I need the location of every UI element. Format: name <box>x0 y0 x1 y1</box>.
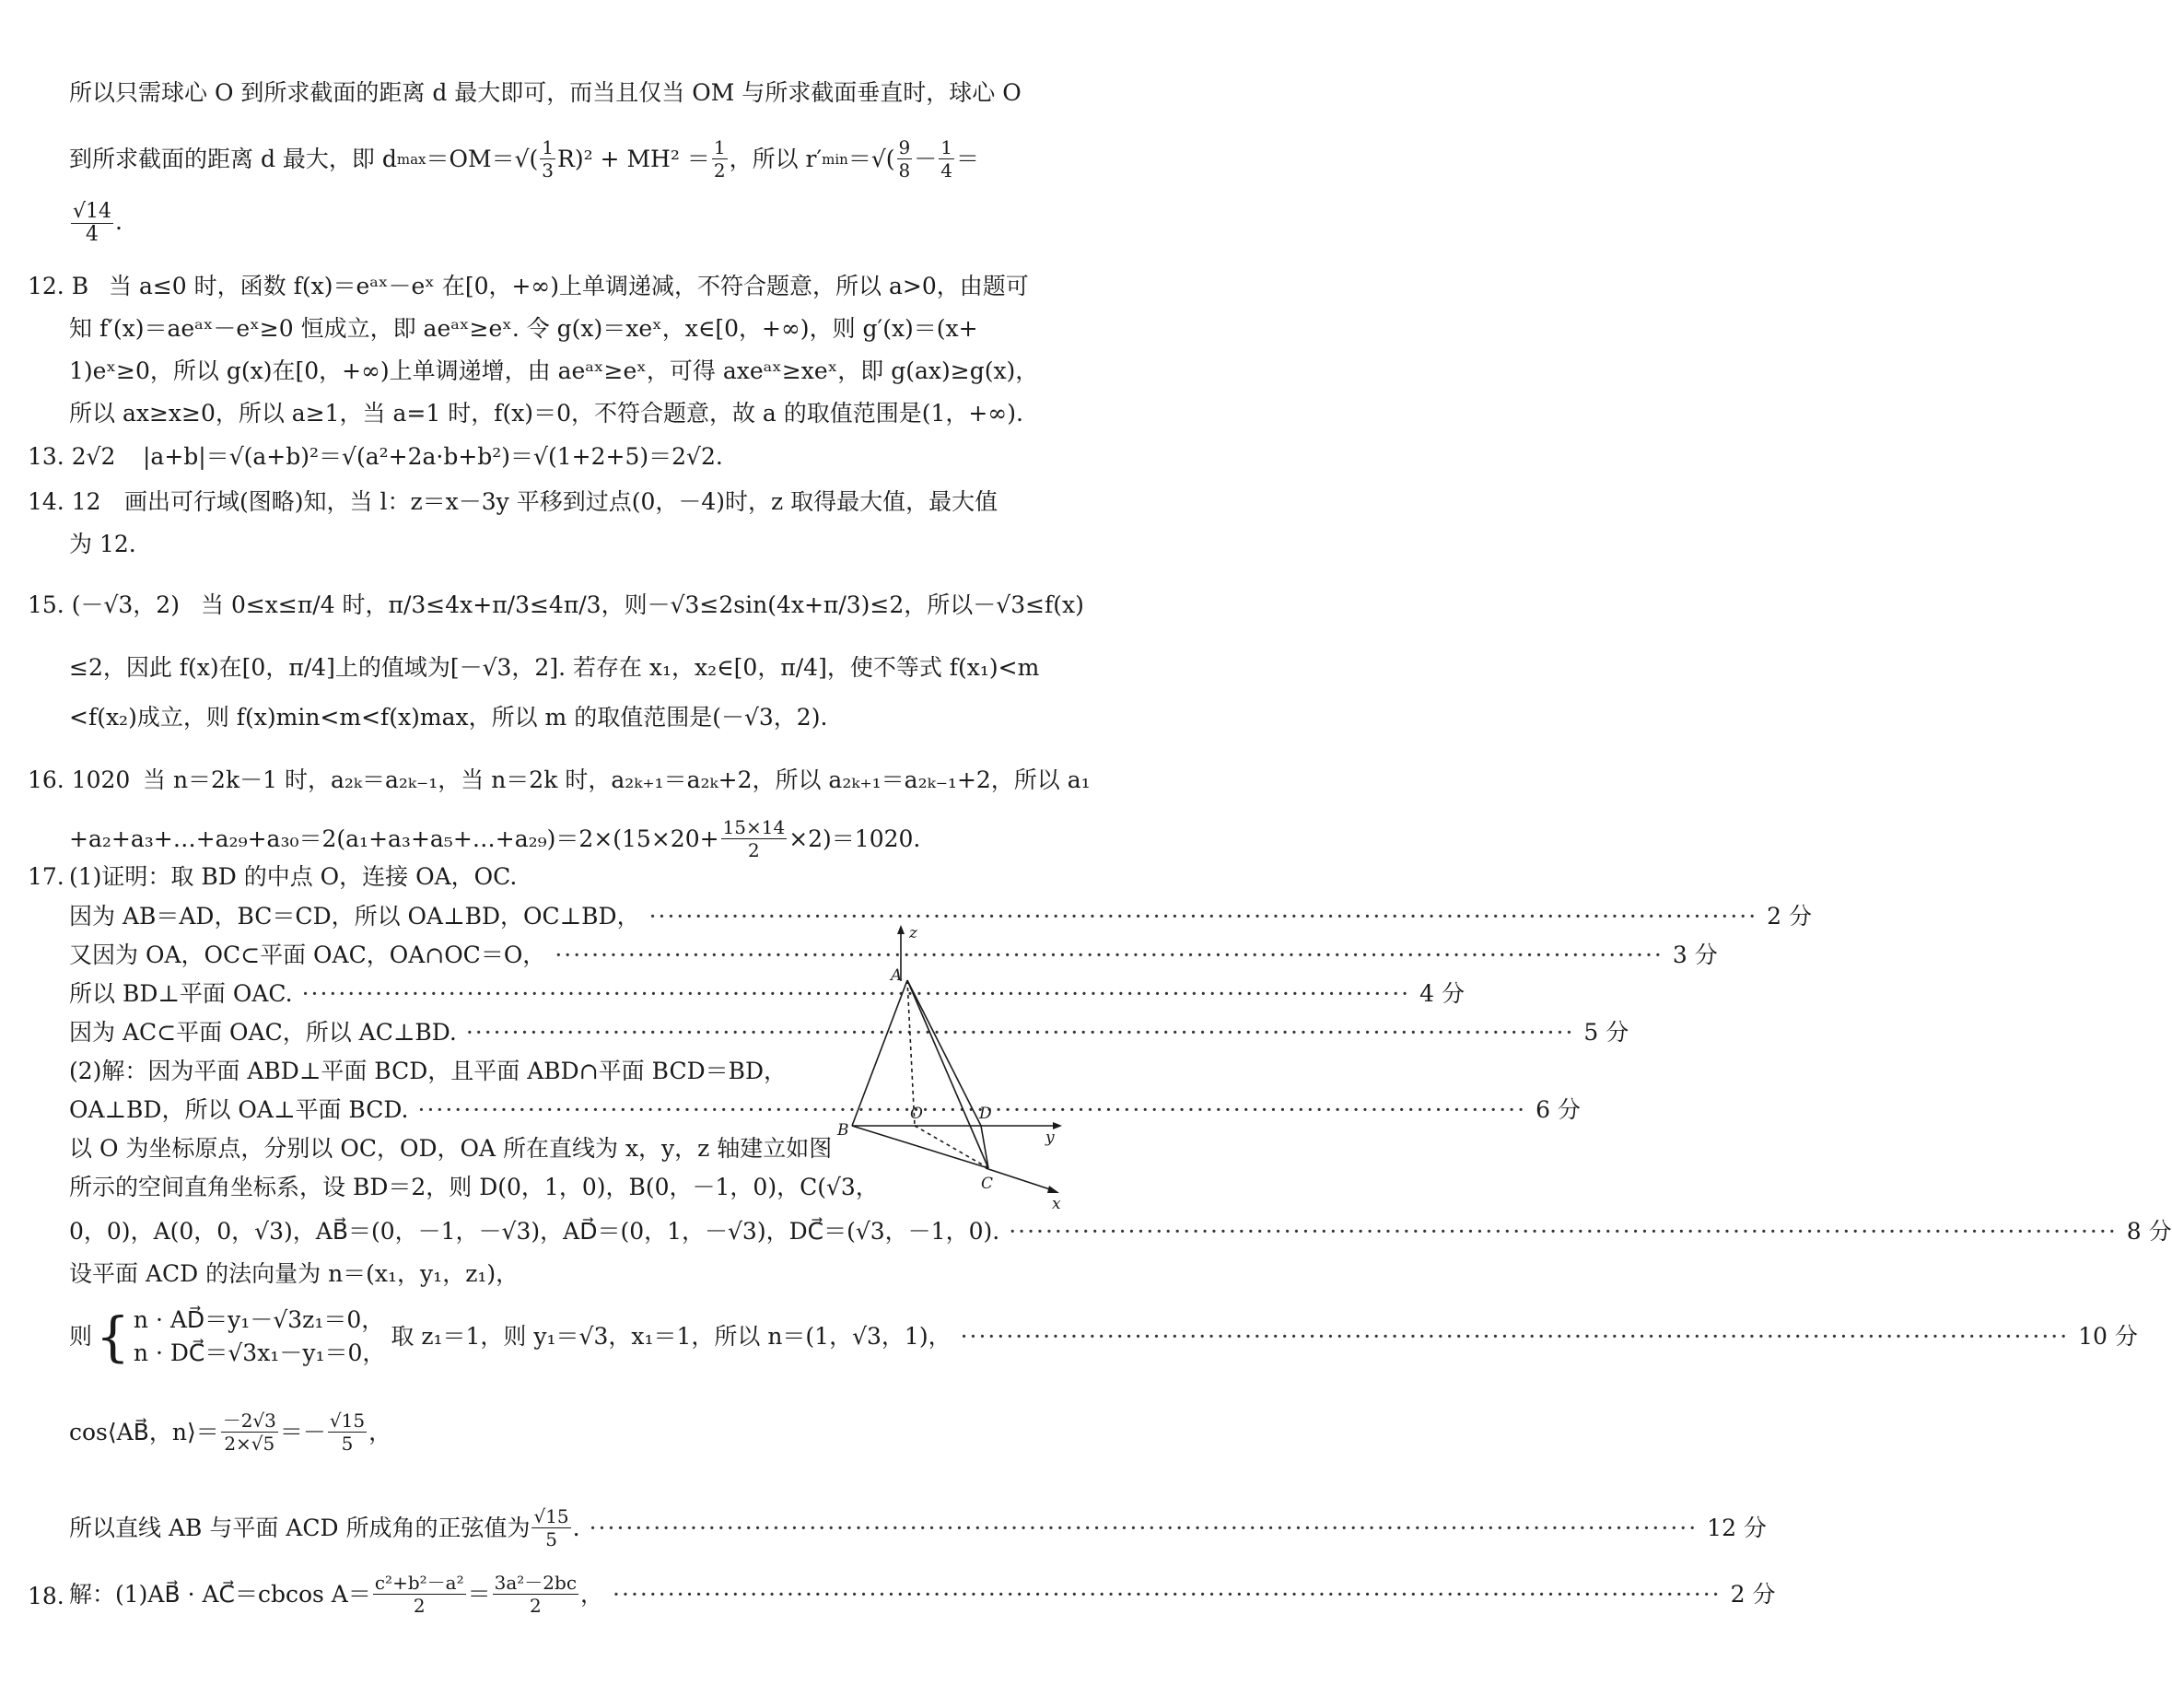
label-b: B <box>837 1121 849 1140</box>
q15-line2: ≤2，因此 f(x)在[0，π/4]上的值域为[－√3，2]. 若存在 x₁，x₂∈[0，π/4]，使不等式 f(x₁)<m <box>69 654 1040 681</box>
frac-q18-1: $\frac{\text{c²+b²－a²}}{2}$ <box>374 1572 464 1617</box>
equation-2: n · DC⃗＝√3x₁－y₁＝0， <box>133 1339 386 1366</box>
leader-dots <box>590 1513 1699 1544</box>
score: 8 分 <box>2126 1218 2172 1245</box>
q17-cos: cos⟨AB⃗，n⟩＝ $\frac{-2√3}{2\times√5}$ ＝－ $\frac{√15}{5}$ ， <box>69 1410 392 1455</box>
q14-line2: 为 12. <box>69 531 136 557</box>
frac-15x14-2: $\frac{15\times 14}{2}$ <box>722 816 786 861</box>
score: 4 分 <box>1419 980 1465 1007</box>
q12-line3: 1)eˣ≥0，所以 g(x)在[0，+∞)上单调递增，由 aeᵃˣ≥eˣ，可得 axeᵃˣ≥xeˣ，即 g(ax)≥g(x)， <box>69 357 1039 384</box>
label-o: O <box>910 1105 923 1123</box>
q17-l3: 又因为 OA，OC⊂平面 OAC，OA∩OC＝O， ····· 3 分 <box>69 940 812 971</box>
leader-dots <box>649 901 1758 932</box>
q15-line3: <f(x₂)成立，则 f(x)min<m<f(x)max，所以 m 的取值范围是(－√3，2). <box>69 704 828 731</box>
sol11-line1: 所以只需球心 O 到所求截面的距离 d 最大即可，而当且仅当 OM 与所求截面垂直时，球心 O <box>69 79 1022 106</box>
frac-sqrt14-4: $\frac{√14}{4}$ <box>73 200 112 246</box>
sol11-text-a: 到所求截面的距离 d 最大，即 d <box>69 145 397 172</box>
label-z: z <box>909 924 917 942</box>
sub-min: min <box>822 150 848 168</box>
q16-number: 16. 1020 <box>28 766 131 793</box>
edge-ac <box>907 980 988 1168</box>
frac-cos-1: $\frac{-2√3}{2\times√5}$ <box>222 1410 276 1455</box>
leader-dots <box>555 940 1664 971</box>
q18-line1: 解：(1)AB⃗ · AC⃗＝cbcos A＝ $\frac{\text{c²+b²－a²}}{2}$ ＝ $\frac{\text{3a²－2bc}}{2}$ ， ····· 2 分 <box>69 1572 1068 1617</box>
q15-line1: 当 0≤x≤π/4 时，π/3≤4x+π/3≤4π/3，则－√3≤2sin(4x+π/3)≤2，所以－√3≤f(x) <box>201 591 1084 618</box>
q17-l8: 以 O 为坐标原点，分别以 OC，OD，OA 所在直线为 x，y，z 轴建立如图 <box>69 1135 833 1162</box>
q17-l2: 因为 AB＝AD，BC＝CD，所以 OA⊥BD，OC⊥BD， ····· 2 分 <box>69 901 1068 932</box>
edge-oc <box>915 1126 988 1168</box>
frac-1-4: $\frac{1}{4}$ <box>940 136 952 181</box>
q13-number: 13. 2√2 <box>28 443 116 470</box>
frac-sqrt15-5: $\frac{√15}{5}$ <box>533 1505 569 1550</box>
q12-line2: 知 f′(x)＝aeᵃˣ－eˣ≥0 恒成立，即 aeᵃˣ≥eˣ. 令 g(x)＝xeˣ，x∈[0，+∞)，则 g′(x)＝(x+ <box>69 315 978 342</box>
q15-number: 15. (－√3，2) <box>28 591 180 618</box>
q17-l10: 0，0)，A(0，0，√3)，AB⃗＝(0，－1，－√3)，AD⃗＝(0，1，－√3)，DC⃗＝(√3，－1，0). ····· 8 分 <box>69 1216 1068 1247</box>
q14-number: 14. 12 <box>28 488 101 515</box>
q17-l14: 所以直线 AB 与平面 ACD 所成角的正弦值为 $\frac{√15}{5}$ . ····· 12 分 <box>69 1505 1068 1550</box>
q17-l1: (1)证明：取 BD 的中点 O，连接 OA，OC. <box>69 863 518 890</box>
sol11-text-d: ，所以 r′ <box>729 145 823 172</box>
q17-system: 则 { n · AD⃗＝y₁－√3z₁＝0， n · DC⃗＝√3x₁－y₁＝0， 取 z₁＝1，则 y₁＝√3，x₁＝1，所以 n＝(1，√3，1)， ····· 10 分 <box>69 1301 1068 1373</box>
sub-max: max <box>396 150 426 168</box>
q17-l6: (2)解：因为平面 ABD⊥平面 BCD，且平面 ABD∩平面 BCD＝BD， <box>69 1058 788 1084</box>
frac-1-2: $\frac{1}{2}$ <box>713 136 726 181</box>
label-d: D <box>979 1105 992 1123</box>
edge-dc <box>981 1126 988 1168</box>
label-a: A <box>891 966 903 985</box>
frac-cos-2: $\frac{√15}{5}$ <box>329 1410 366 1455</box>
q14-line1: 画出可行域(图略)知，当 l：z＝x－3y 平移到过点(0，－4)时，z 取得最大值，最大值 <box>124 488 998 515</box>
q16-line2: +a₂+a₃+…+a₂₉+a₃₀＝2(a₁+a₃+a₅+…+a₂₉)＝2×(15×20+ $\frac{15\times 14}{2}$ ×2)＝1020. <box>69 816 921 861</box>
sol11-text-c: R)² + MH² ＝ <box>557 145 710 172</box>
equation-system <box>134 1304 385 1370</box>
label-y: y <box>1045 1129 1055 1147</box>
q17-l9: 所示的空间直角坐标系，设 BD＝2，则 D(0，1，0)，B(0，－1，0)，C(√3， <box>69 1174 879 1200</box>
frac-q18-2: $\frac{\text{3a²－2bc}}{2}$ <box>494 1572 578 1617</box>
label-c: C <box>981 1175 994 1193</box>
sol11-text-e: ＝√( <box>847 145 895 172</box>
tetrahedron-figure <box>824 921 1073 1213</box>
x-axis <box>986 1168 1053 1190</box>
frac-9-8: $\frac{9}{8}$ <box>898 136 911 181</box>
q12-line1: 当 a≤0 时，函数 f(x)＝eᵃˣ－eˣ 在[0，+∞)上单调递减，不符合题意，所以 a>0，由题可 <box>109 273 1029 299</box>
sol11-text-g: ＝ <box>956 145 980 172</box>
edge-bc <box>852 1126 988 1168</box>
score: 2 分 <box>1730 1580 1776 1608</box>
q17-l11: 设平面 ACD 的法向量为 n＝(x₁，y₁，z₁)， <box>69 1260 520 1287</box>
score: 2 分 <box>1767 903 1813 930</box>
label-x: x <box>1052 1195 1061 1213</box>
q18-number: 18. <box>28 1583 64 1609</box>
score: 12 分 <box>1707 1514 1767 1541</box>
leader-dots <box>1009 1216 2118 1247</box>
q16-line1: 当 n＝2k－1 时，a₂ₖ＝a₂ₖ₋₁，当 n＝2k 时，a₂ₖ₊₁＝a₂ₖ+2，所以 a₂ₖ₊₁＝a₂ₖ₋₁+2，所以 a₁ <box>143 766 1091 793</box>
q17-l4: 所以 BD⊥平面 OAC. ····· 4 分 <box>69 978 812 1010</box>
leader-dots <box>961 1321 2070 1352</box>
frac-1-3: $\frac{1}{3}$ <box>542 136 555 181</box>
q17-l7: OA⊥BD，所以 OA⊥平面 BCD. ····· 6 分 <box>69 1094 812 1126</box>
q17-l5: 因为 AC⊂平面 OAC，所以 AC⊥BD. ····· 5 分 <box>69 1017 812 1048</box>
sol11-text-f: － <box>914 145 938 172</box>
q13-text: |a+b|＝√(a+b)²＝√(a²+2a·b+b²)＝√(1+2+5)＝2√2. <box>143 443 723 470</box>
q17-number: 17. <box>28 863 64 890</box>
leader-dots <box>613 1579 1722 1610</box>
score: 3 分 <box>1672 942 1718 968</box>
equation-1: n · AD⃗＝y₁－√3z₁＝0， <box>133 1306 385 1333</box>
brace: { <box>96 1305 130 1368</box>
score: 10 分 <box>2078 1323 2138 1350</box>
q12-line4: 所以 ax≥x≥0，所以 a≥1，当 a=1 时，f(x)＝0，不符合题意，故 a 的取值范围是(1，+∞). <box>69 400 1023 427</box>
score: 6 分 <box>1536 1096 1581 1123</box>
sol11-line3: $\frac{√14}{4}$ . <box>73 200 123 246</box>
edge-ab <box>852 980 907 1126</box>
sol11-text-b: ＝OM＝√( <box>426 145 539 172</box>
score: 5 分 <box>1583 1019 1629 1046</box>
q12-number: 12. B <box>28 273 89 299</box>
sol11-line2 <box>69 136 1068 181</box>
